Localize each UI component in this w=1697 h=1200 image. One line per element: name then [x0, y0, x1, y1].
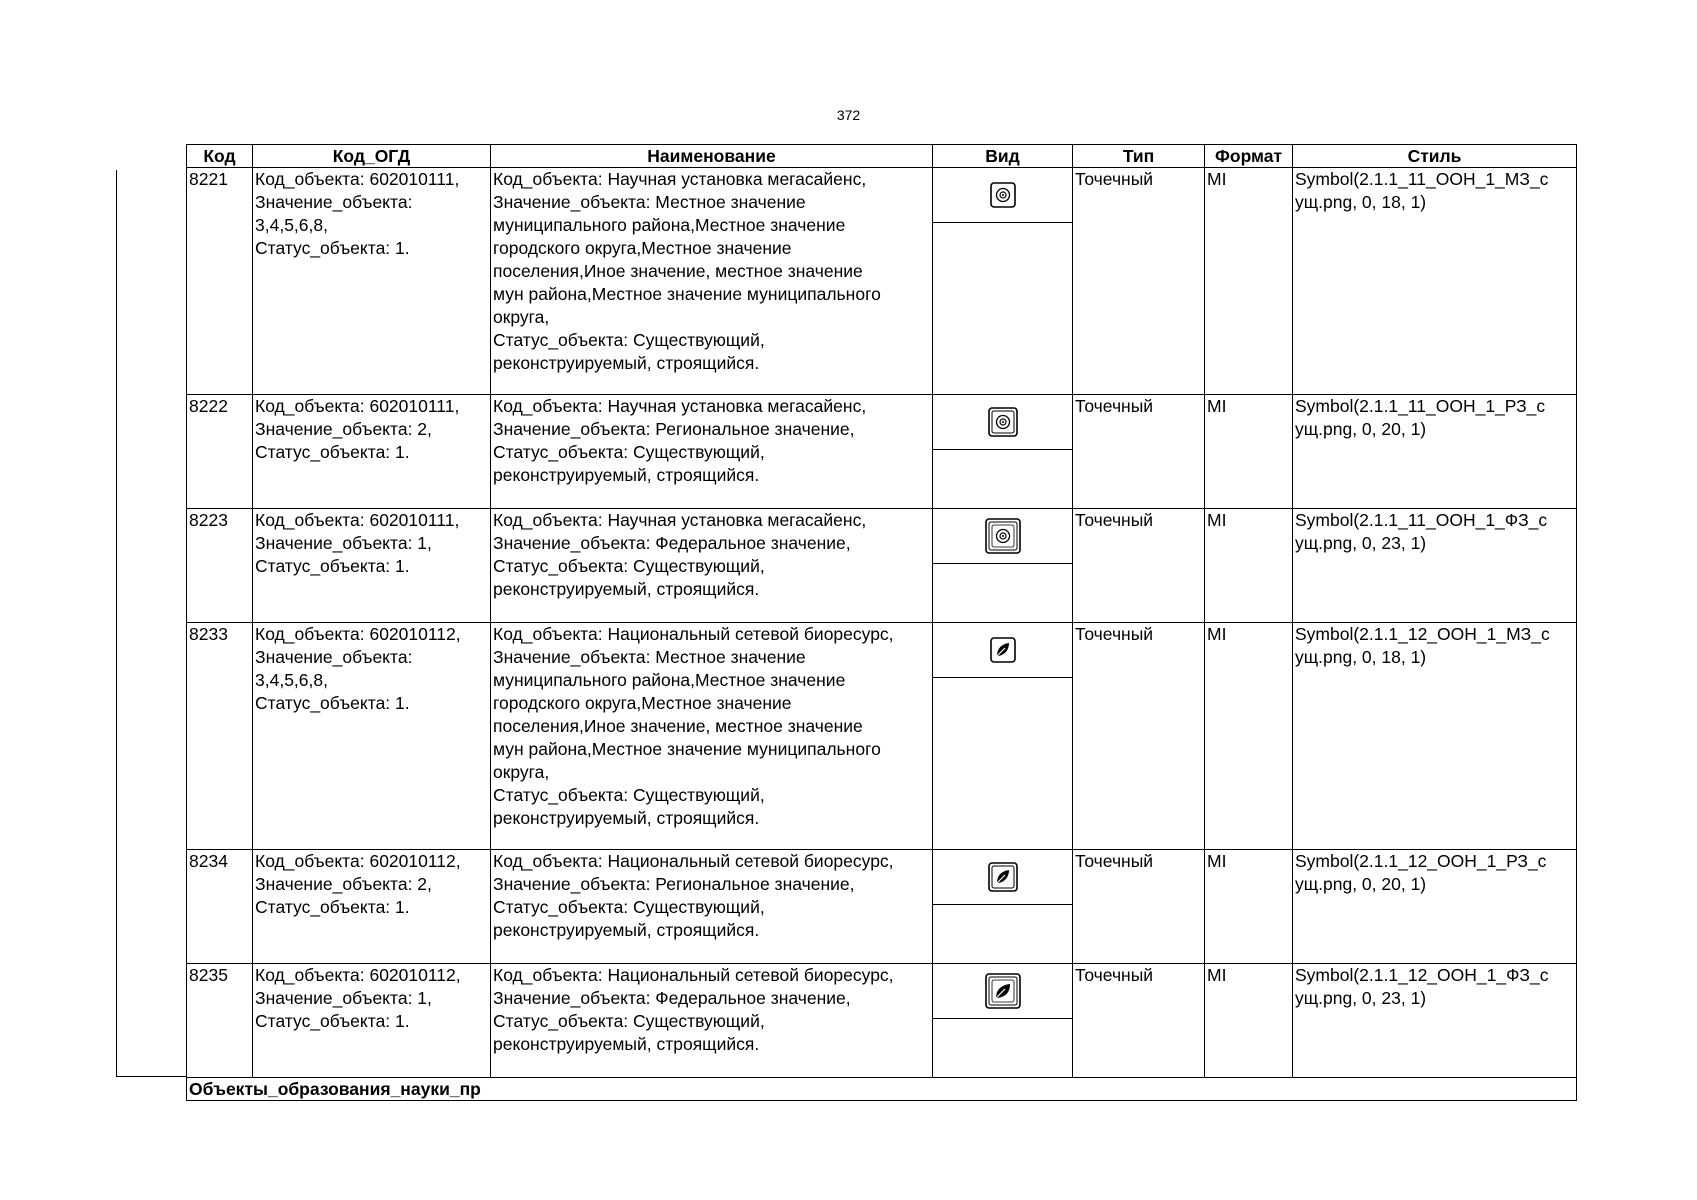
table-row — [187, 395, 1577, 509]
cell-name: Код_объекта: Национальный сетевой биоресурс, Значение_объекта: Региональное значение, Статус_объекта: Существующий, реконструируемый, строящийся. — [491, 850, 933, 964]
cell-code: 8221 — [187, 168, 253, 395]
section-title: Объекты_образования_науки_пр — [187, 1078, 1577, 1101]
section-row — [187, 1078, 1577, 1101]
cell-format: MI — [1205, 509, 1293, 623]
cell-code: 8234 — [187, 850, 253, 964]
cell-style: Symbol(2.1.1_12_ООН_1_МЗ_с ущ.png, 0, 18, 1) — [1293, 623, 1577, 850]
symbol-swatch — [933, 168, 1072, 223]
header-type: Тип — [1073, 145, 1205, 168]
header-ogd: Код_ОГД — [253, 145, 491, 168]
symbol-swatch — [933, 509, 1072, 564]
cell-format: MI — [1205, 168, 1293, 395]
symbol-table — [186, 144, 1577, 1101]
cell-code: 8235 — [187, 964, 253, 1078]
cell-name: Код_объекта: Национальный сетевой биоресурс, Значение_объекта: Местное значение муниципального района,Местное значение городского округа,Местное значение поселения,Иное значение, местное значение мун района,Местное значение муниципального округа, Статус_объекта: Существующий, реконструируемый, строящийся. — [491, 623, 933, 850]
cell-type: Точечный — [1073, 168, 1205, 395]
cell-ogd: Код_объекта: 602010111, Значение_объекта: 2, Статус_объекта: 1. — [253, 395, 491, 509]
header-view: Вид — [933, 145, 1073, 168]
cell-view — [933, 850, 1073, 964]
megascience-local-icon — [990, 182, 1016, 208]
table-row — [187, 168, 1577, 395]
symbol-swatch — [933, 850, 1072, 905]
cell-style: Symbol(2.1.1_11_ООН_1_ФЗ_с ущ.png, 0, 23, 1) — [1293, 509, 1577, 623]
cell-name: Код_объекта: Национальный сетевой биоресурс, Значение_объекта: Федеральное значение, Статус_объекта: Существующий, реконструируемый, строящийся. — [491, 964, 933, 1078]
cell-format: MI — [1205, 964, 1293, 1078]
cell-style: Symbol(2.1.1_12_ООН_1_РЗ_с ущ.png, 0, 20, 1) — [1293, 850, 1577, 964]
cell-style: Symbol(2.1.1_11_ООН_1_МЗ_с ущ.png, 0, 18, 1) — [1293, 168, 1577, 395]
header-format: Формат — [1205, 145, 1293, 168]
cell-style: Symbol(2.1.1_12_ООН_1_ФЗ_с ущ.png, 0, 23, 1) — [1293, 964, 1577, 1078]
cell-view — [933, 395, 1073, 509]
header-code: Код — [187, 145, 253, 168]
cell-code: 8223 — [187, 509, 253, 623]
cell-code: 8233 — [187, 623, 253, 850]
bioresource-local-icon — [990, 637, 1016, 663]
bioresource-federal-icon — [985, 973, 1021, 1009]
cell-type: Точечный — [1073, 623, 1205, 850]
symbol-swatch — [933, 395, 1072, 450]
cell-view — [933, 509, 1073, 623]
symbol-swatch — [933, 623, 1072, 678]
cell-view — [933, 623, 1073, 850]
cell-type: Точечный — [1073, 964, 1205, 1078]
table-row — [187, 964, 1577, 1078]
cell-format: MI — [1205, 623, 1293, 850]
megascience-regional-icon — [988, 407, 1018, 437]
megascience-federal-icon — [985, 518, 1021, 554]
header-style: Стиль — [1293, 145, 1577, 168]
bioresource-regional-icon — [988, 862, 1018, 892]
table-header-row — [187, 145, 1577, 168]
cell-ogd: Код_объекта: 602010111, Значение_объекта: 3,4,5,6,8, Статус_объекта: 1. — [253, 168, 491, 395]
cell-name: Код_объекта: Научная установка мегасайенс, Значение_объекта: Местное значение муниципального района,Местное значение городского округа,Местное значение поселения,Иное значение, местное значение мун района,Местное значение муниципального округа, Статус_объекта: Существующий, реконструируемый, строящийся. — [491, 168, 933, 395]
cell-format: MI — [1205, 850, 1293, 964]
cell-view — [933, 168, 1073, 395]
cell-style: Symbol(2.1.1_11_ООН_1_РЗ_с ущ.png, 0, 20, 1) — [1293, 395, 1577, 509]
cell-view — [933, 964, 1073, 1078]
cell-type: Точечный — [1073, 395, 1205, 509]
cell-code: 8222 — [187, 395, 253, 509]
page-number: 372 — [836, 107, 861, 123]
cell-ogd: Код_объекта: 602010112, Значение_объекта: 2, Статус_объекта: 1. — [253, 850, 491, 964]
cell-name: Код_объекта: Научная установка мегасайенс, Значение_объекта: Федеральное значение, Статус_объекта: Существующий, реконструируемый, строящийся. — [491, 509, 933, 623]
symbol-swatch — [933, 964, 1072, 1019]
cell-format: MI — [1205, 395, 1293, 509]
table-row — [187, 623, 1577, 850]
table-row — [187, 850, 1577, 964]
header-name: Наименование — [491, 145, 933, 168]
cell-ogd: Код_объекта: 602010112, Значение_объекта: 3,4,5,6,8, Статус_объекта: 1. — [253, 623, 491, 850]
cell-ogd: Код_объекта: 602010111, Значение_объекта: 1, Статус_объекта: 1. — [253, 509, 491, 623]
cell-name: Код_объекта: Научная установка мегасайенс, Значение_объекта: Региональное значение, Статус_объекта: Существующий, реконструируемый, строящийся. — [491, 395, 933, 509]
cell-type: Точечный — [1073, 850, 1205, 964]
cell-ogd: Код_объекта: 602010112, Значение_объекта: 1, Статус_объекта: 1. — [253, 964, 491, 1078]
margin-horizontal-rule — [116, 1076, 186, 1077]
table-row — [187, 509, 1577, 623]
cell-type: Точечный — [1073, 509, 1205, 623]
margin-vertical-rule — [116, 170, 117, 1077]
